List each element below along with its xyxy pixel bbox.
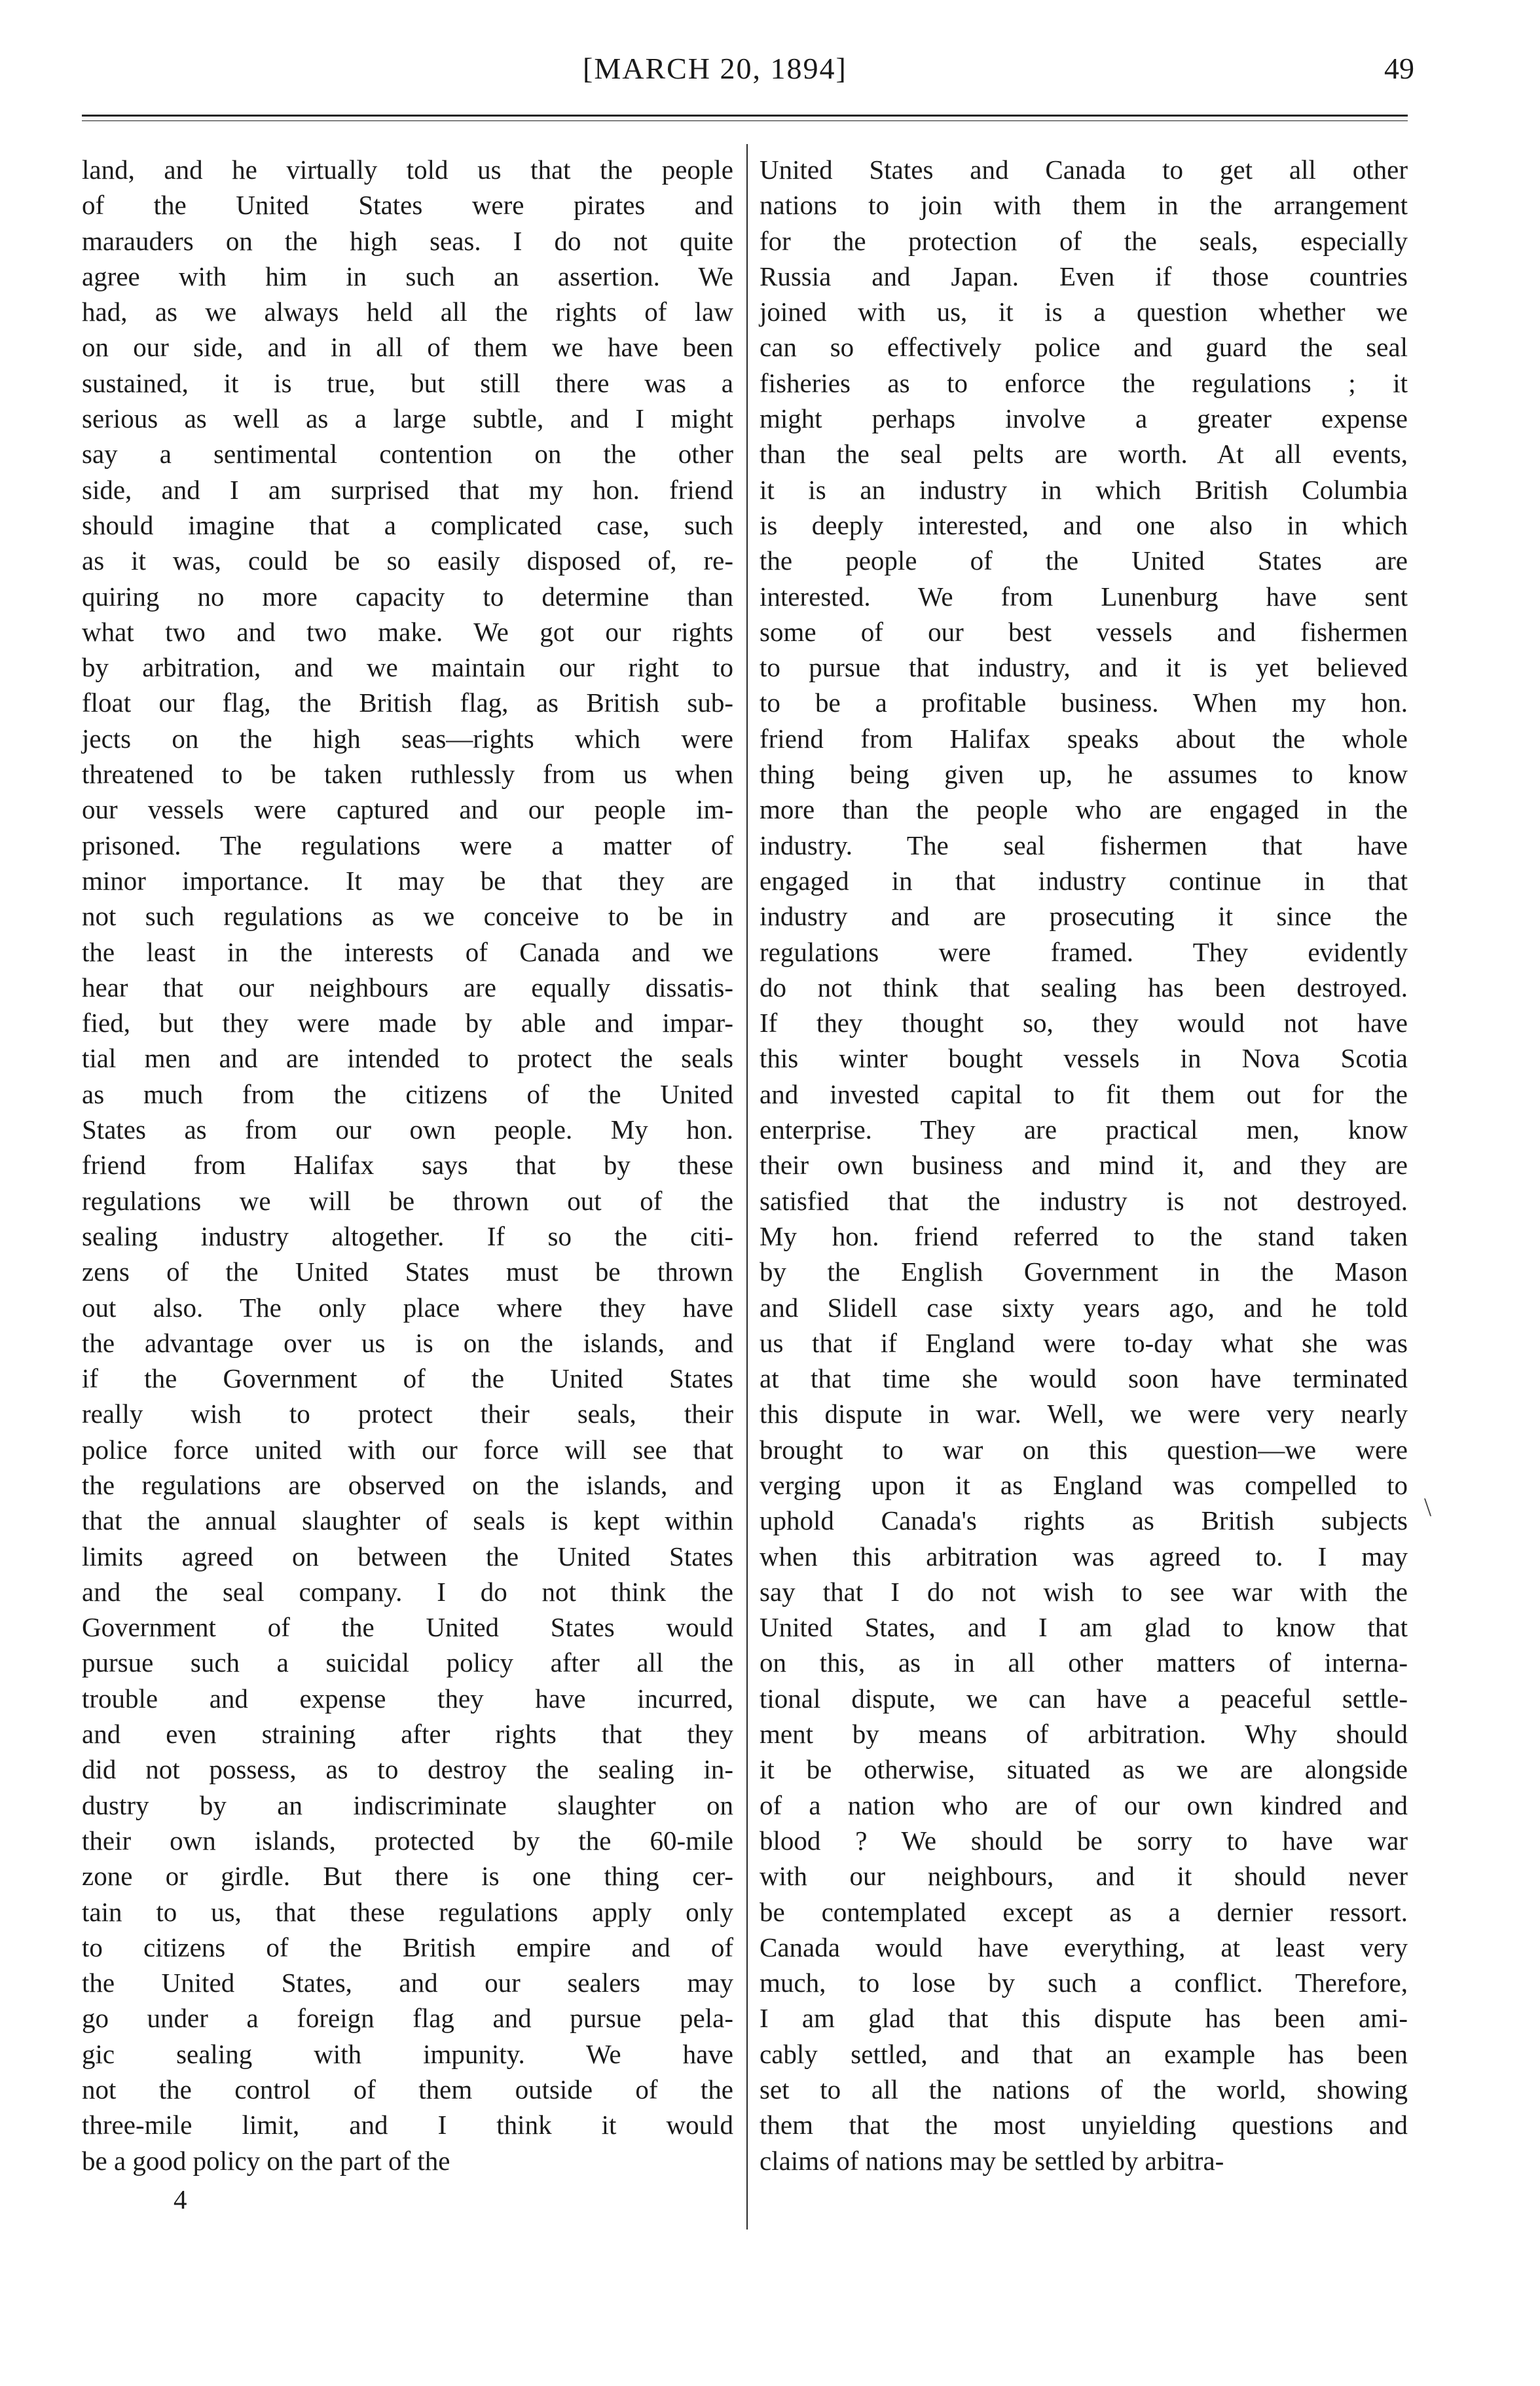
text-line: should imagine that a complicated case, such (82, 509, 733, 540)
text-line: really wish to protect their seals, their (82, 1399, 733, 1429)
text-line: satisfied that the industry is not destroyed. (760, 1185, 1408, 1216)
text-line: when this arbitration was agreed to. I may (760, 1541, 1408, 1571)
text-line: serious as well as a large subtle, and I might (82, 403, 733, 434)
text-line: the regulations are observed on the islands, and (82, 1469, 733, 1500)
margin-mark: \ (1424, 1492, 1432, 1522)
text-line: If they thought so, they would not have (760, 1008, 1408, 1038)
text-line: gic sealing with impunity. We have (82, 2038, 733, 2069)
text-line: cably settled, and that an example has been (760, 2038, 1408, 2069)
text-line: out also. The only place where they have (82, 1292, 733, 1323)
text-line: as it was, could be so easily disposed of, re- (82, 545, 733, 576)
text-line: brought to war on this question—we were (760, 1434, 1408, 1465)
text-line: side, and I am surprised that my hon. friend (82, 474, 733, 505)
text-line: might perhaps involve a greater expense (760, 403, 1408, 434)
text-line: enterprise. They are practical men, know (760, 1114, 1408, 1145)
text-line: this winter bought vessels in Nova Scotia (760, 1043, 1408, 1074)
text-line: quiring no more capacity to determine than (82, 581, 733, 612)
text-line: dustry by an indiscriminate slaughter on (82, 1790, 733, 1820)
text-line: the United States, and our sealers may (82, 1968, 733, 1998)
text-line: zone or girdle. But there is one thing cer- (82, 1861, 733, 1892)
text-line: interested. We from Lunenburg have sent (760, 581, 1408, 612)
text-line: tial men and are intended to protect the seals (82, 1043, 733, 1074)
page-header (85, 51, 1414, 97)
text-line: to be a profitable business. When my hon. (760, 688, 1408, 718)
text-line: go under a foreign flag and pursue pela- (82, 2003, 733, 2034)
text-line: marauders on the high seas. I do not quite (82, 225, 733, 256)
text-line: on our side, and in all of them we have been (82, 332, 733, 363)
text-line: Canada would have everything, at least very (760, 1932, 1408, 1962)
text-line: Russia and Japan. Even if those countries (760, 261, 1408, 291)
text-line: verging upon it as England was compelled to (760, 1469, 1408, 1500)
text-line: blood ? We should be sorry to have war (760, 1825, 1408, 1856)
text-line: this dispute in war. Well, we were very nearly (760, 1399, 1408, 1429)
text-line: do not think that sealing has been destroyed. (760, 972, 1408, 1002)
text-line: for the protection of the seals, especially (760, 225, 1408, 256)
text-line: what two and two make. We got our rights (82, 616, 733, 647)
text-line: and the seal company. I do not think the (82, 1576, 733, 1607)
text-line: and even straining after rights that they (82, 1719, 733, 1750)
text-line: uphold Canada's rights as British subjects (760, 1505, 1408, 1536)
text-line: United States and Canada to get all other (760, 155, 1408, 185)
text-line: the least in the interests of Canada and we (82, 936, 733, 967)
text-line: with our neighbours, and it should never (760, 1861, 1408, 1892)
text-line: float our flag, the British flag, as British sub- (82, 688, 733, 718)
text-line: prisoned. The regulations were a matter of (82, 830, 733, 860)
text-line: fied, but they were made by able and impar- (82, 1008, 733, 1038)
text-line: be contemplated except as a dernier ressort. (760, 1896, 1408, 1927)
text-line: sustained, it is true, but still there was a (82, 367, 733, 398)
text-line: can so effectively police and guard the seal (760, 332, 1408, 363)
text-line: fisheries as to enforce the regulations ; it (760, 367, 1408, 398)
text-line: not such regulations as we conceive to be in (82, 901, 733, 932)
text-line: their own islands, protected by the 60-mile (82, 1825, 733, 1856)
text-line: had, as we always held all the rights of law (82, 297, 733, 327)
text-line: regulations we will be thrown out of the (82, 1185, 733, 1216)
text-line: say a sentimental contention on the other (82, 439, 733, 469)
text-line: tain to us, that these regulations apply only (82, 1896, 733, 1927)
right-column (760, 152, 1408, 2178)
text-line: to pursue that industry, and it is yet believed (760, 652, 1408, 683)
text-line: more than the people who are engaged in the (760, 794, 1408, 825)
text-line: and Slidell case sixty years ago, and he told (760, 1292, 1408, 1323)
text-line: it be otherwise, situated as we are alongside (760, 1754, 1408, 1785)
text-line: by the English Government in the Mason (760, 1257, 1408, 1287)
text-line: by arbitration, and we maintain our right to (82, 652, 733, 683)
header-rule-thin (82, 120, 1408, 121)
text-line: our vessels were captured and our people im- (82, 794, 733, 825)
text-line: set to all the nations of the world, showing (760, 2074, 1408, 2105)
text-line: them that the most unyielding questions and (760, 2110, 1408, 2140)
text-line: to citizens of the British empire and of (82, 1932, 733, 1962)
text-line: did not possess, as to destroy the sealing in- (82, 1754, 733, 1785)
text-line: industry. The seal fishermen that have (760, 830, 1408, 860)
text-line: is deeply interested, and one also in which (760, 509, 1408, 540)
text-line: friend from Halifax speaks about the whole (760, 723, 1408, 754)
text-line: police force united with our force will see that (82, 1434, 733, 1465)
signature-mark: 4 (174, 2184, 187, 2214)
text-line: it is an industry in which British Columbia (760, 474, 1408, 505)
text-line: agree with him in such an assertion. We (82, 261, 733, 291)
text-line: at that time she would soon have terminated (760, 1363, 1408, 1394)
text-line: some of our best vessels and fishermen (760, 616, 1408, 647)
text-line: if the Government of the United States (82, 1363, 733, 1394)
text-line: industry and are prosecuting it since the (760, 901, 1408, 932)
text-line: say that I do not wish to see war with the (760, 1576, 1408, 1607)
text-line: not the control of them outside of the (82, 2074, 733, 2105)
header-date: [MARCH 20, 1894] (583, 52, 847, 85)
text-line: much, to lose by such a conflict. Therefore, (760, 1968, 1408, 1998)
text-line: States as from our own people. My hon. (82, 1114, 733, 1145)
text-line: regulations were framed. They evidently (760, 936, 1408, 967)
text-line: hear that our neighbours are equally dissatis- (82, 972, 733, 1002)
text-line: sealing industry altogether. If so the citi- (82, 1221, 733, 1251)
text-line: three-mile limit, and I think it would (82, 2110, 733, 2140)
text-line: My hon. friend referred to the stand taken (760, 1221, 1408, 1251)
text-line: minor importance. It may be that they are (82, 865, 733, 896)
text-line: jects on the high seas—rights which were (82, 723, 733, 754)
text-line: be a good policy on the part of the (82, 2145, 450, 2176)
text-line: engaged in that industry continue in that (760, 865, 1408, 896)
text-line: of the United States were pirates and (82, 190, 733, 221)
text-line: their own business and mind it, and they are (760, 1150, 1408, 1181)
text-line: the people of the United States are (760, 545, 1408, 576)
text-line: on this, as in all other matters of interna- (760, 1647, 1408, 1678)
text-line: friend from Halifax says that by these (82, 1150, 733, 1181)
text-line: zens of the United States must be thrown (82, 1257, 733, 1287)
text-line: thing being given up, he assumes to know (760, 759, 1408, 790)
text-line: us that if England were to-day what she was (760, 1327, 1408, 1358)
text-line: than the seal pelts are worth. At all events, (760, 439, 1408, 469)
text-line: of a nation who are of our own kindred and (760, 1790, 1408, 1820)
column-divider (746, 144, 748, 2230)
text-line: and invested capital to fit them out for the (760, 1078, 1408, 1109)
text-line: Government of the United States would (82, 1612, 733, 1643)
text-line: joined with us, it is a question whether we (760, 297, 1408, 327)
text-line: claims of nations may be settled by arbitra- (760, 2145, 1224, 2176)
text-line: nations to join with them in the arrangement (760, 190, 1408, 221)
text-line: as much from the citizens of the United (82, 1078, 733, 1109)
text-line: limits agreed on between the United States (82, 1541, 733, 1571)
text-line: threatened to be taken ruthlessly from us when (82, 759, 733, 790)
text-line: land, and he virtually told us that the people (82, 155, 733, 185)
text-line: trouble and expense they have incurred, (82, 1683, 733, 1714)
page-number: 49 (1384, 52, 1414, 85)
text-line: United States, and I am glad to know that (760, 1612, 1408, 1643)
left-column (82, 152, 733, 2178)
text-line: tional dispute, we can have a peaceful settle- (760, 1683, 1408, 1714)
header-rule (82, 115, 1408, 117)
text-line: pursue such a suicidal policy after all the (82, 1647, 733, 1678)
text-line: ment by means of arbitration. Why should (760, 1719, 1408, 1750)
text-line: I am glad that this dispute has been ami- (760, 2003, 1408, 2034)
text-line: that the annual slaughter of seals is kept within (82, 1505, 733, 1536)
text-line: the advantage over us is on the islands, and (82, 1327, 733, 1358)
